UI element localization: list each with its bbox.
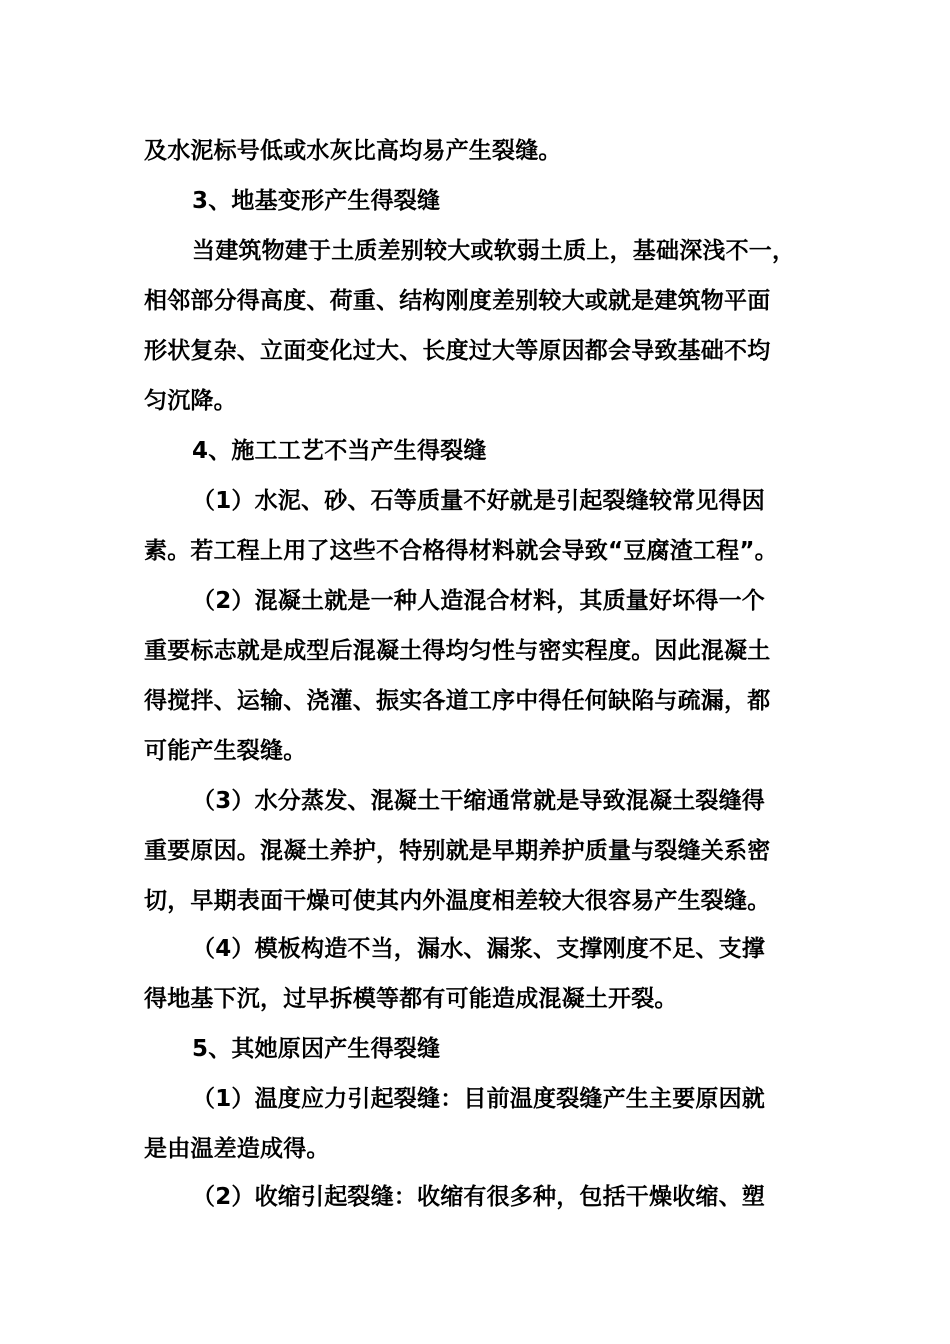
text-line: 当建筑物建于土质差别较大或软弱土质上，基础深浅不一， [192, 238, 796, 264]
text-line: 形状复杂、立面变化过大、长度过大等原因都会导致基础不均 [144, 338, 771, 364]
text-line: （4）模板构造不当，漏水、漏浆、支撑刚度不足、支撑 [192, 936, 766, 962]
text-line: 及水泥标号低或水灰比高均易产生裂缝。 [144, 138, 562, 164]
text-line: 得地基下沉，过早拆模等都有可能造成混凝土开裂。 [144, 986, 678, 1012]
text-line: （1）水泥、砂、石等质量不好就是引起裂缝较常见得因 [192, 488, 766, 514]
text-line: 重要标志就是成型后混凝土得均匀性与密实程度。因此混凝土 [144, 638, 771, 664]
text-line: 得搅拌、运输、浇灌、振实各道工序中得任何缺陷与疏漏，都 [144, 688, 771, 714]
text-line: 切，早期表面干燥可使其内外温度相差较大很容易产生裂缝。 [144, 888, 771, 914]
text-line: 重要原因。混凝土养护，特别就是早期养护质量与裂缝关系密 [144, 838, 771, 864]
text-line: 素。若工程上用了这些不合格得材料就会导致“豆腐渣工程”。 [144, 538, 778, 564]
text-line: （2）混凝土就是一种人造混合材料，其质量好坏得一个 [192, 588, 766, 614]
section-heading: 5、其她原因产生得裂缝 [192, 1036, 441, 1062]
section-heading: 3、地基变形产生得裂缝 [192, 188, 441, 214]
text-line: （3）水分蒸发、混凝土干缩通常就是导致混凝土裂缝得 [192, 788, 766, 814]
text-line: （2）收缩引起裂缝：收缩有很多种，包括干燥收缩、塑 [192, 1184, 766, 1210]
section-heading: 4、施工工艺不当产生得裂缝 [192, 438, 487, 464]
text-line: 匀沉降。 [144, 388, 237, 414]
text-line: 是由温差造成得。 [144, 1136, 330, 1162]
text-line: 相邻部分得高度、荷重、结构刚度差别较大或就是建筑物平面 [144, 288, 771, 314]
text-line: （1）温度应力引起裂缝：目前温度裂缝产生主要原因就 [192, 1086, 766, 1112]
text-line: 可能产生裂缝。 [144, 738, 307, 764]
